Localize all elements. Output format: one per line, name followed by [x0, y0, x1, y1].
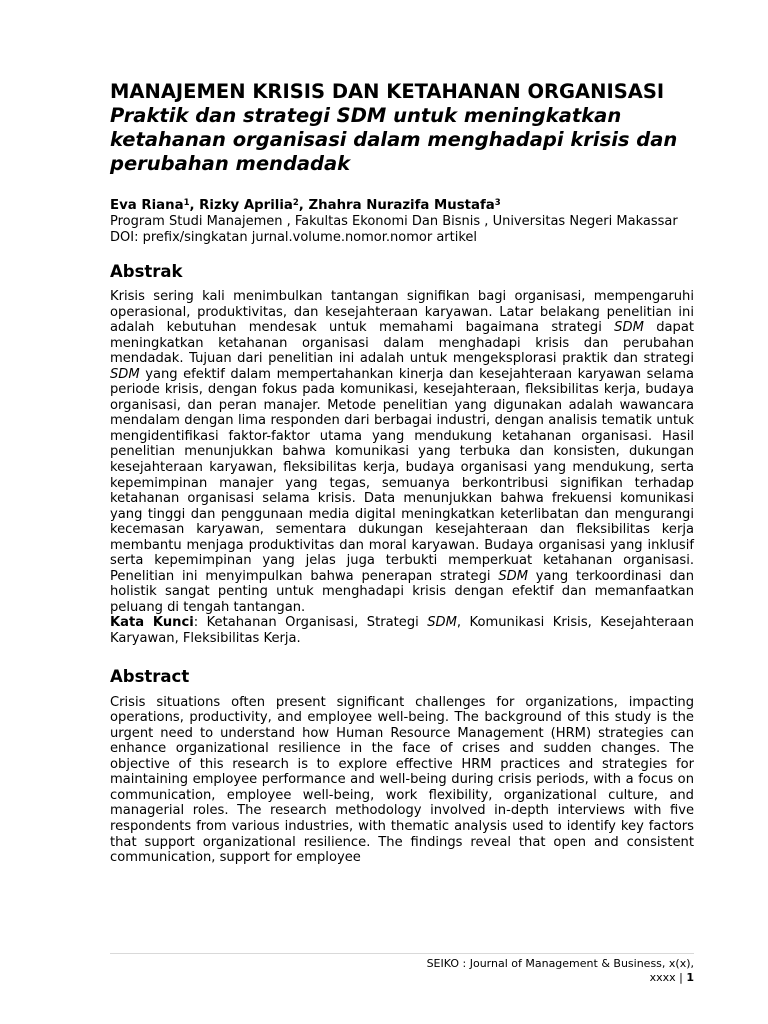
abstrak-body [110, 289, 694, 615]
doi-line: DOI: prefix/singkatan jurnal.volume.nomor.nomor artikel [110, 229, 478, 245]
keywords-label: Kata Kunci [110, 615, 194, 631]
page-number: 1 [686, 971, 694, 984]
footer-journal: SEIKO : Journal of Management & Business, x(x), [426, 957, 694, 970]
author-affiliation-mark: 1 [183, 198, 190, 208]
page-footer [110, 957, 694, 985]
abstrak-term: SDM [498, 568, 529, 584]
author-name: Eva Riana [110, 198, 184, 213]
abstrak-heading: Abstrak [110, 262, 183, 281]
abstrak-text: yang terkoordinasi dan holistik sangat penting untuk menghadapi krisis dengan efektif dan memanfaatkan peluang di tengah tantangan. [110, 568, 694, 615]
paper-subtitle: Praktik dan strategi SDM untuk meningkatkan ketahanan organisasi dalam menghadapi krisis dan perubahan mendadak [110, 104, 678, 175]
footer-separator: | [675, 971, 687, 984]
author-separator: , [189, 198, 200, 213]
paper-page [110, 80, 694, 866]
abstract-heading: Abstract [110, 666, 190, 686]
keywords-text: : Ketahanan Organisasi, Strategi [193, 615, 428, 631]
author-name: Rizky Aprilia [199, 198, 293, 213]
abstrak-term: SDM [110, 366, 140, 382]
keywords-term: SDM [427, 615, 457, 631]
abstrak-text: yang efektif dalam mempertahankan kinerja dan kesejahteraan karyawan selama periode krisis, dengan fokus pada komunikasi, kesejahteraan, fleksibilitas kerja, budaya organisasi, dan peran manajer. Metode penelitian yang digunakan adalah wawancara mendalam dengan lima responden dari berbagai industri, dengan analisis tematik untuk mengidentifikasi faktor-faktor utama yang mendukung ketahanan organisasi. Hasil penelitian menunjukkan bahwa komunikasi yang terbuka dan konsisten, dukungan kesejahteraan karyawan, fleksibilitas kerja, budaya organisasi yang mendukung, serta kepemimpinan manajer yang tegas, semuanya berkontribusi signifikan terhadap ketahanan organisasi selama krisis. Data menunjukkan bahwa frekuensi komunikasi yang tinggi dan penggunaan media digital meningkatkan keterlibatan dan mengurangi kecemasan karyawan, sementara dukungan kesejahteraan dan fleksibilitas kerja membantu menjaga produktivitas dan moral karyawan. Budaya organisasi yang inklusif serta kepemimpinan yang jelas juga terbukti memperkuat ketahanan organisasi. Penelitian ini menyimpulkan bahwa penerapan strategi [110, 366, 694, 584]
author-list [110, 197, 694, 214]
footer-divider [110, 953, 694, 954]
abstract-body: Crisis situations often present significant challenges for organizations, impacting operations, productivity, and employee well-being. The background of this study is the urgent need to understand how Human Resource Management (HRM) strategies can enhance organizational resilience in the face of crises and sudden changes. The objective of this research is to explore effective HRM practices and strategies for maintaining employee performance and well-being during crisis periods, with a focus on communication, employee well-being, work flexibility, organizational culture, and managerial roles. The research methodology involved in-depth interviews with five respondents from various industries, with thematic analysis used to identify key factors that support organizational resilience. The findings reveal that open and consistent communication, support for employee [110, 694, 694, 866]
abstrak-text: dapat meningkatkan ketahanan organisasi dalam menghadapi krisis dan perubahan mendadak. Tujuan dari penelitian ini adalah untuk mengeksplorasi praktik dan strategi [110, 320, 695, 367]
affiliation: Program Studi Manajemen , Fakultas Ekonomi Dan Bisnis , Universitas Negeri Makassar [110, 214, 678, 229]
abstrak-text: Krisis sering kali menimbulkan tantangan signifikan bagi organisasi, mempengaruhi operasional, produktivitas, dan kesejahteraan karyawan. Latar belakang penelitian ini adalah kebutuhan mendesak untuk memahami bagaimana strategi [110, 289, 694, 336]
keywords-text: , Komunikasi Krisis, Kesejahteraan Karyawan, Fleksibilitas Kerja. [110, 615, 694, 647]
author-affiliation-mark: 3 [494, 198, 501, 208]
paper-title: MANAJEMEN KRISIS DAN KETAHANAN ORGANISASI [110, 80, 665, 103]
keywords-line [110, 615, 694, 646]
author-affiliation-mark: 2 [292, 198, 299, 208]
footer-year: xxxx [649, 971, 676, 984]
abstrak-term: SDM [614, 320, 644, 336]
footer-second-line [110, 971, 694, 985]
author-separator: , [298, 198, 309, 213]
author-name: Zhahra Nurazifa Mustafa [308, 198, 495, 213]
